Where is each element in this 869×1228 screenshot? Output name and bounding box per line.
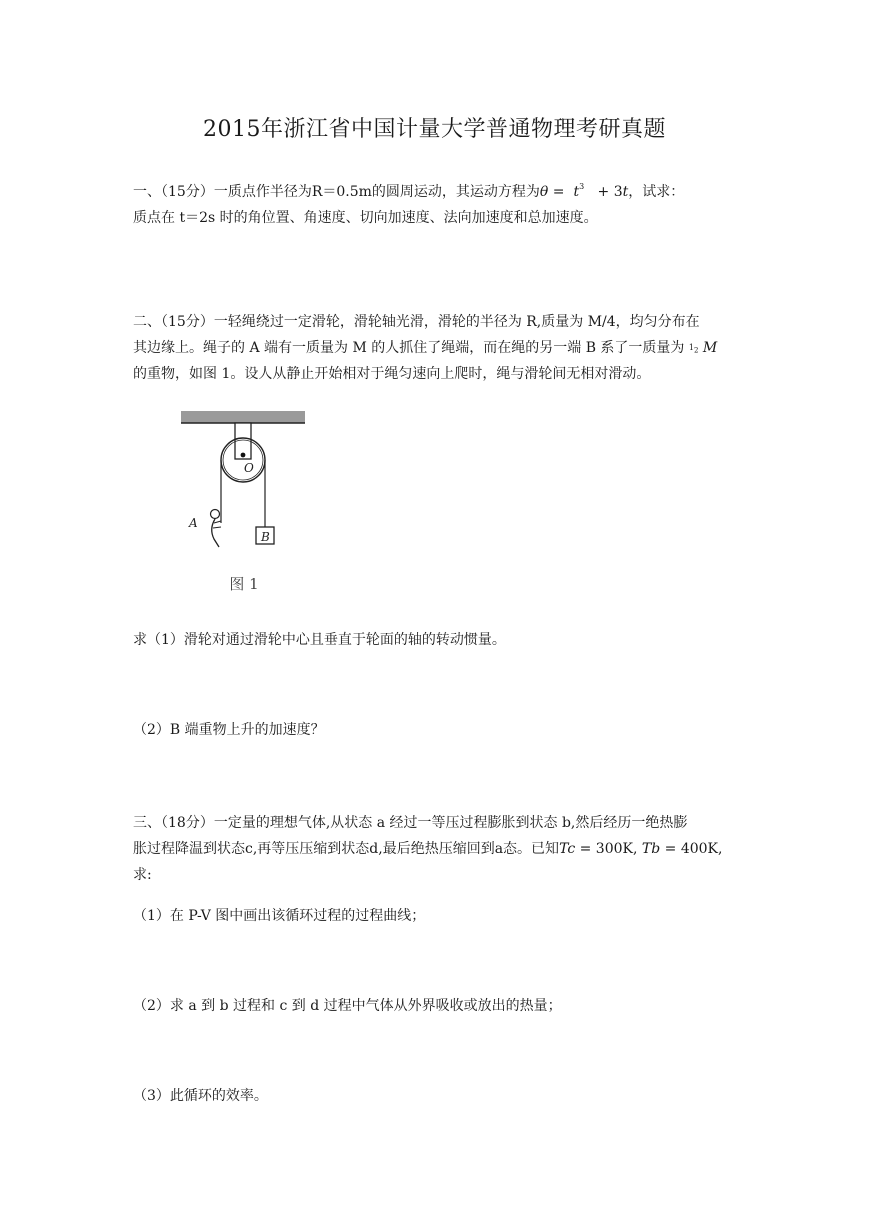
pulley-axle xyxy=(241,453,246,458)
q3-text-line2: 胀过程降温到状态c,再等压压缩到状态d,最后绝热压缩回到a态。已知 xyxy=(133,841,560,857)
tb-value: = 400K, xyxy=(660,841,723,857)
q3-text-line1: 三、（18分）一定量的理想气体,从状态 a 经过一等压过程膨胀到状态 b,然后经历一绝热膨 xyxy=(133,815,688,831)
tb-variable: Tb xyxy=(641,841,661,857)
fraction-half xyxy=(689,344,699,355)
q2-text-line2: 其边缘上。绳子的 A 端有一质量为 M 的人抓住了绳端，而在绳的另一端 B 系了一质量为 xyxy=(133,340,685,356)
person-arms xyxy=(213,521,221,528)
q1-text-line2: 质点在 t＝2s 时的角位置、角速度、切向加速度、法向加速度和总加速度。 xyxy=(133,210,598,226)
q2-sub2: （2）B 端重物上升的加速度？ xyxy=(133,722,325,738)
tc-value: = 300K, xyxy=(575,841,642,857)
mass-variable: M xyxy=(702,340,718,356)
question-2 xyxy=(133,309,753,387)
label-a: A xyxy=(189,516,198,530)
q2-text-line3: 的重物，如图 1。设人从静止开始相对于绳匀速向上爬时，绳与滑轮间无相对滑动。 xyxy=(133,366,651,382)
q3-text-line3: 求: xyxy=(133,867,152,883)
q1-text-line1: 一、（15分）一质点作半径为R＝0.5m的圆周运动，其运动方程为 xyxy=(133,184,540,200)
q3-sub1: （1）在 P-V 图中画出该循环过程的过程曲线； xyxy=(133,908,426,924)
figure-caption: 图 1 xyxy=(229,575,259,593)
q1-text-line1-end: ，试求： xyxy=(628,184,685,200)
label-b: B xyxy=(261,530,270,544)
variable-t-2: t xyxy=(622,184,629,200)
person-body xyxy=(212,519,219,547)
theta-symbol: θ xyxy=(539,184,549,200)
q3-sub3: （3）此循环的效率。 xyxy=(133,1088,268,1104)
variable-t: t xyxy=(573,184,580,200)
q1-equation xyxy=(540,184,628,200)
pulley-figure xyxy=(178,405,310,597)
q2-sub1: 求（1）滑轮对通过滑轮中心且垂直于轮面的轴的转动惯量。 xyxy=(133,632,506,648)
tc-variable: Tc xyxy=(559,841,576,857)
person-head xyxy=(211,510,220,519)
ceiling xyxy=(181,411,305,423)
label-o: O xyxy=(244,461,254,475)
q2-text-line1: 二、（15分）一轻绳绕过一定滑轮，滑轮轴光滑，滑轮的半径为 R,质量为 M/4，均匀分布在 xyxy=(133,314,700,330)
equals-sign: = xyxy=(548,184,569,200)
question-1 xyxy=(133,174,753,231)
pulley-diagram xyxy=(178,405,310,575)
exponent: 3 xyxy=(579,182,585,191)
question-3 xyxy=(133,810,753,888)
q3-sub2: （2）求 a 到 b 过程和 c 到 d 过程中气体从外界吸收或放出的热量； xyxy=(133,998,562,1014)
fraction-denominator: 2 xyxy=(693,346,699,355)
page-title: 2015年浙江省中国计量大学普通物理考研真题 xyxy=(203,117,666,142)
plus-term: + 3 xyxy=(593,184,623,200)
fraction-numerator: 1 xyxy=(688,343,694,352)
